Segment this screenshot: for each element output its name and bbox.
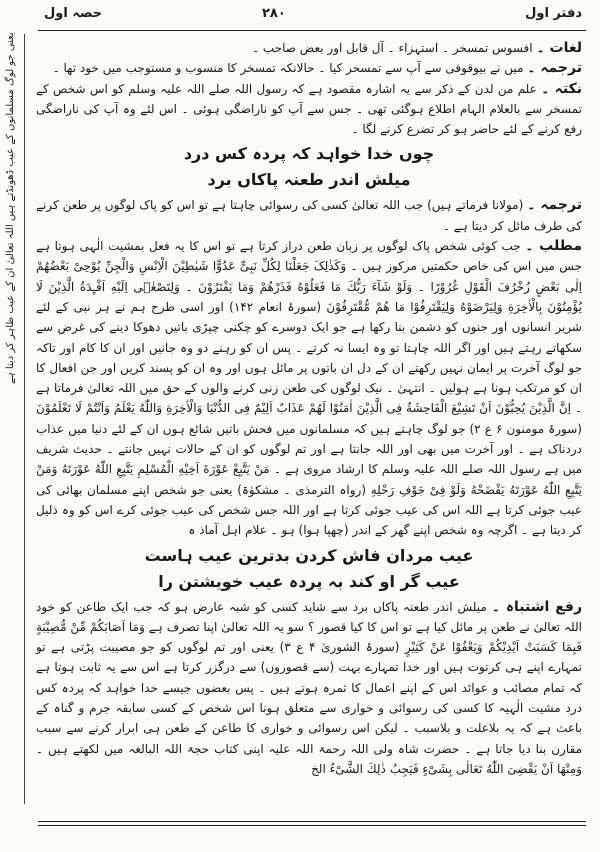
couplet-first-hemistich: چوں خدا خواہد کہ پردہ کس درد (183, 144, 435, 164)
tarjuma-paragraph (36, 195, 582, 236)
page-number: ۲۸۰ (262, 6, 286, 21)
section-text: میں نے بیوقوفی سے آپ سے تمسخر کیا ۔ حالانکہ تمسخر کا منسوب و مستوجب میں خود تھا ۔ (52, 61, 524, 76)
footer-rule (38, 821, 586, 822)
nukta-paragraph (36, 79, 582, 140)
footer-rule-double (38, 825, 586, 826)
matlab-paragraph (36, 236, 582, 540)
header-section-title: دفتر اول (525, 6, 582, 21)
tarjuma-paragraph (36, 58, 582, 78)
rafa-ishtibah-paragraph (36, 597, 582, 780)
couplet-first-hemistich: عیب مردان فاش کردن بدترین عیب ہاست (144, 545, 474, 565)
margin-note: یعنی جو لوگ مسلمانوں کے عیب ڈھونڈتے ہیں اللہ تعالیٰ ان کے عیب ظاہر کر دیتا ہے (5, 32, 16, 384)
couplet-second-hemistich: عیب گر او کند بہ پردہ عیب خویشتن را (158, 571, 460, 591)
section-label: نکتہ ۔ (541, 80, 582, 97)
section-text: (مولانا فرماتے ہیں) جب اللہ تعالیٰ کسی کی رسوائی چاہتا ہے تو اس کو پاک لوگوں پر طعن کرنے کی طرف مائل کر دیتا ہے ۔ (36, 198, 582, 233)
lughat-paragraph (36, 38, 582, 58)
header-part-title: حصہ اول (44, 6, 103, 21)
section-text: علم من لدن کے ذکر سے یہ اشارہ مقصود ہے کہ رسول اللہ صلے اللہ علیہ وسلم کو اس شخص کے تمسخر سے بالعلام الہام اطلاع ہوگئی تھی ۔ جس سے آپ کو ناراضگی ہوئی ۔ اس لئے وہ آپ کی ناراضگی رفع کرنے کے لئے حاضر ہو کر تضرع کرنے لگا ۔ (36, 81, 582, 137)
section-label: مطلب ۔ (525, 238, 582, 255)
page-body (36, 38, 582, 812)
section-label: لغات ۔ (536, 40, 582, 56)
section-text: افسوس تمسخر ۔ استہزاء ۔ آل قابل اور بعض صاحب ۔ (252, 41, 533, 55)
section-text: جب کوئی شخص پاک لوگوں پر زبان طعن دراز کرتا ہے تو اس کا یہ فعل بمشیت الٰہی ہوتا ہے جس میں اس کی خاص حکمتیں مرکوز ہیں ۔ وَکَذٰلِکَ جَعَلْنَا لِکُلِّ نَبِیٍّ عَدُوًّا شَیٰطِیْنَ الْاِنْسِ وَالْجِنِّ یُوْحِیْ بَعْضُهُمْ اِلٰی بَعْضٍ زُخْرُفَ الْقَوْلِ غُرُوْرًا ۔ وَلَوْ شَآءَ رَبُّكَ مَا فَعَلُوْهُ فَذَرْهُمْ وَمَا یَفْتَرُوْنَ ۔ وَلِتَصْغٰۤی اِلَیْهِ اَفْـِٕدَةُ الَّذِیْنَ لَا یُؤْمِنُوْنَ بِالْاٰخِرَةِ وَلِیَرْضَوْهُ وَلِیَقْتَرِفُوْا مَا هُمْ مُّقْتَرِفُوْنَ (سورۂ انعام ۱۴۲) اور اسی طرح ہم نے ہر نبی کے لئے شریر انسانوں اور جنوں کو دشمن بنا رکھا ہے جو ایک دوسرے کو چکنی چپڑی باتیں دھوکا دینے کی غرض سے سکھاتے رہتے ہیں اور اگر اللہ چاہتا تو وہ ایسا نہ کرتے ۔ پس ان کو رہنے دو وہ جانیں اور ان کا کام اور تاکہ جو لوگ آخرت پر ایمان نہیں رکھتے ان کے دل ان باتوں پر مائل ہوں اور وہ ان کو پسند کریں اور جن افعال کا ان کو مرتکب ہونا ہے ہولیں ۔ انتہیٰ ۔ نیک لوگوں کی طعن زنی کرنے والوں کے حق میں اللہ تعالیٰ فرماتا ہے ۔ اِنَّ الَّذِیْنَ یُحِبُّوْنَ اَنْ تَشِیْعَ الْفَاحِشَةُ فِی الَّذِیْنَ اٰمَنُوْا لَهُمْ عَذَابٌ اَلِیْمٌ فِی الدُّنْیَا وَالْاٰخِرَةِ وَاللّٰهُ یَعْلَمُ وَاَنْتُمْ لَا تَعْلَمُوْنَ (سورۂ مومنون ۶ ع ۲) جو لوگ چاہتے ہیں کہ مسلمانوں میں فحش باتیں شائع ہوں ان کے لئے دنیا میں عذاب دردناک ہے ۔ اور آخرت میں بھی اور اللہ جانتا ہے اور تم لوگوں کو ان کے حالات نہیں جانتے ۔ حدیث شریف میں ہے رسول اللہ صلے اللہ علیہ وسلم کا ارشاد مروی ہے ۔ مَنْ یَتَّبِعْ عَوْرَةَ اَخِیْهِ الْمُسْلِمِ یَتَّبِعِ اللّٰهُ عَوْرَتَهُ وَمَنْ یَتَّبِعِ اللّٰهُ عَوْرَتَهُ یَفْضَحْهُ وَلَوْ فِیْ جَوْفِ رَحْلِهِ (رواہ الترمذی ۔ مشکوٰۃ) یعنی جو شخص اپنے مسلمان بھائی کی عیب جوئی کرتا ہے اللہ اس کی عیب جوئی کرتا ہے اور اللہ جس شخص کی عیب جوئی کرے اس کو وہ ذلیل کر دیتا ہے ۔ اگرچہ وہ شخص اپنے گھر کے اندر (چھپا ہوا) ہو ۔ علام اہل آماذ ہ (36, 239, 582, 538)
section-text: میلش اندر طعنہ پاکاں برد سے شاید کسی کو شبہ عارض ہو کہ جب ایک طاعن کو خود اللہ تعالیٰ نے طعن پر مائل کیا ہے تو اس کا کیا قصور ؟ سو یہ اللہ تعالیٰ اپنا تصرف ہے وَمَا اَصَابَكُمْ مِّنْ مُّصِیْبَةٍ فَبِمَا كَسَبَتْ اَیْدِیْكُمْ وَیَعْفُوْا عَنْ كَثِیْرٍ (سورۂ الشوریٰ ۴ ع ۳) یعنی اور تم لوگوں کو جو مصیبت پڑتی ہے تو تمہارے اپنے ہی کرتوت ہیں اور خدا تمہارے بہت (سے قصوروں) سے درگزر کرتا ہے اس سے یہ ثابت ہوتا ہے کہ تمام مصائب و عوائد اس کے اپنے اعمال کا ثمرہ ہوتے ہیں ۔ پس بعضوں جیسے خدا خواہد کہ پردہ کس درد مشیت الٰہیہ کا کسی کی رسوائی و خواری سے متعلق ہونا اس شخص کے کسی سابقہ جرم و گناہ کے باعث ہے کہ یہ بلاعلت و بلاسبب ۔ لیکن اس رسوائی و خواری کا طاعن کے طعن ہی ابرار کرنے سے سبب مقارن بنا دیا جاتا ہے ۔ حضرت شاہ ولی اللہ رحمۃ اللہ علیہ اپنی کتاب حجۃ اللہ البالغہ میں لکھتے ہیں ۔ وَمِنْهَا اَنْ یَقْضِیَ اللّٰهُ تَعَالٰی بِشَیْءٍ فَیَجِبُ ذٰلِكَ الشَّیْءُ الخ (36, 599, 582, 776)
couplet-second-hemistich: میلش اندر طعنہ پاکاں برد (207, 170, 411, 190)
section-label: رفع اشتباہ ۔ (491, 598, 583, 615)
section-label: ترجمہ ۔ (527, 197, 582, 214)
section-label: ترجمہ ۔ (527, 60, 582, 77)
persian-couplet (36, 541, 582, 597)
header-rule (38, 30, 586, 31)
persian-couplet (36, 139, 582, 195)
margin-rule (24, 34, 25, 804)
